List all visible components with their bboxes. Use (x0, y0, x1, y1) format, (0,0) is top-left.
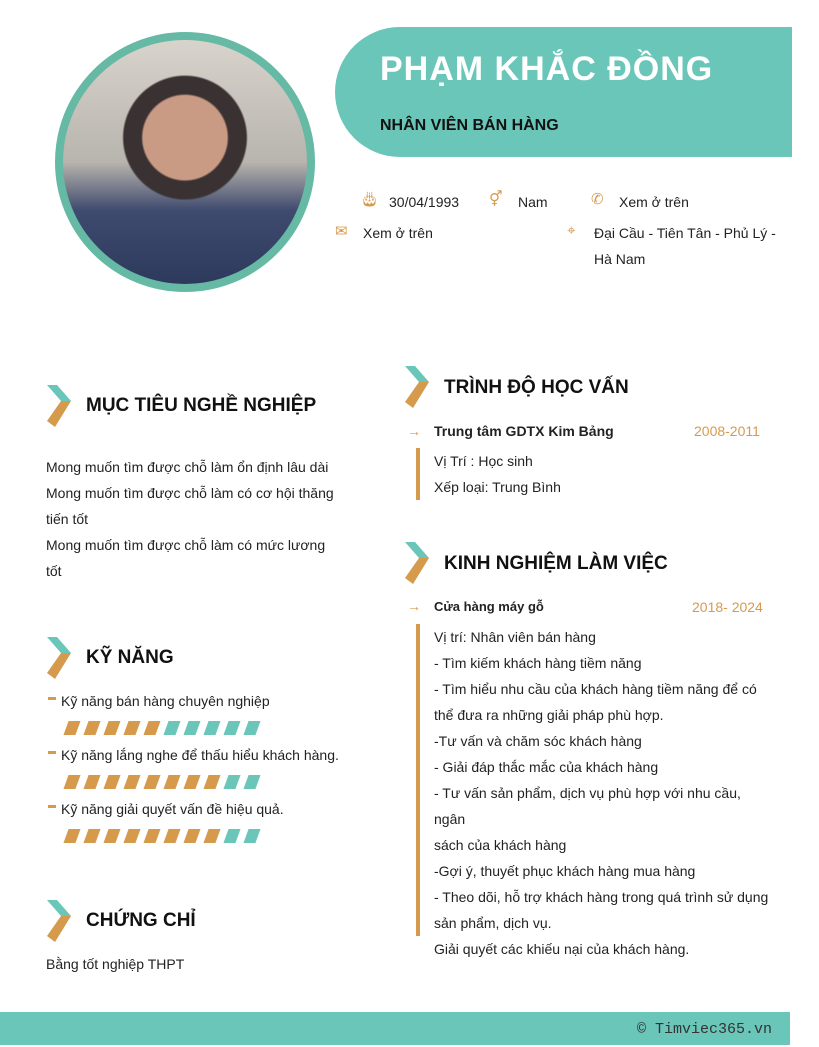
bullet-icon (48, 751, 56, 754)
education-school: Trung tâm GDTX Kim Bảng (434, 423, 614, 439)
gender: Nam (518, 194, 548, 210)
skill-segment (183, 775, 200, 789)
skill-segment (83, 775, 100, 789)
education-line: Xếp loại: Trung Bình (434, 479, 561, 495)
skill-segment (123, 829, 140, 843)
experience-line: - Tư vấn sản phẩm, dịch vụ phù hợp với nhu cầu, ngân (434, 785, 741, 827)
experience-line: - Tìm hiểu nhu cầu của khách hàng tiềm năng để có (434, 681, 757, 697)
copyright: © Timviec365.vn (636, 1021, 772, 1038)
map-marker-icon: ⌖ (567, 222, 576, 239)
experience-company: Cửa hàng máy gỗ (434, 599, 544, 614)
objective-line: tốt (46, 563, 62, 579)
skill-segment (103, 775, 120, 789)
header-banner (335, 27, 792, 157)
skill-segment (203, 775, 220, 789)
education-details (434, 448, 561, 500)
skill-label: Kỹ năng bán hàng chuyên nghiệp (48, 693, 348, 709)
section-chevron-icon (47, 900, 73, 942)
certificates-title: CHỨNG CHỈ (86, 910, 196, 931)
objective-text (46, 454, 334, 584)
skill-level-bar (66, 829, 348, 843)
skill-segment (223, 775, 240, 789)
experience-line: - Giải đáp thắc mắc của khách hàng (434, 759, 659, 775)
skill-segment (203, 829, 220, 843)
skill-item (48, 747, 348, 789)
bullet-icon (48, 805, 56, 808)
skill-label: Kỹ năng giải quyết vấn đề hiệu quả. (48, 801, 348, 817)
skill-segment (143, 829, 160, 843)
skill-segment (63, 829, 80, 843)
education-title: TRÌNH ĐỘ HỌC VẤN (444, 377, 629, 398)
birthday-cake-icon: 🎂︎ (360, 191, 380, 208)
birthday: 30/04/1993 (389, 194, 460, 210)
address-line: Hà Nam (594, 251, 646, 267)
experience-line: -Gợi ý, thuyết phục khách hàng mua hàng (434, 863, 696, 879)
objective-line: tiến tốt (46, 511, 89, 527)
skill-segment (163, 775, 180, 789)
candidate-name: PHẠM KHẮC ĐỒNG (380, 50, 714, 88)
objective-line: Mong muốn tìm được chỗ làm có cơ hội thăng (46, 485, 334, 501)
email-icon: ✉ (335, 223, 348, 240)
education-period: 2008-2011 (694, 423, 760, 439)
skill-segment (143, 721, 160, 735)
experience-line: Giải quyết các khiếu nại của khách hàng. (434, 941, 690, 957)
skill-segment (123, 775, 140, 789)
objective-line: Mong muốn tìm được chỗ làm có mức lương (46, 537, 326, 553)
bullet-icon (48, 697, 56, 700)
address (594, 220, 776, 272)
phone: Xem ở trên (619, 194, 689, 210)
skill-segment (203, 721, 220, 735)
skill-segment (223, 829, 240, 843)
experience-line: -Tư vấn và chăm sóc khách hàng (434, 733, 642, 749)
skill-label: Kỹ năng lắng nghe để thấu hiểu khách hàng. (48, 747, 348, 763)
skill-item (48, 801, 348, 843)
skill-segment (103, 829, 120, 843)
timeline-line (416, 448, 420, 500)
skill-segment (143, 775, 160, 789)
skill-segment (243, 829, 260, 843)
skill-item (48, 693, 348, 735)
experience-line: sách của khách hàng (434, 837, 567, 853)
skill-segment (223, 721, 240, 735)
candidate-position: NHÂN VIÊN BÁN HÀNG (380, 117, 559, 134)
experience-line: sản phẩm, dịch vụ. (434, 915, 552, 931)
education-line: Vị Trí : Học sinh (434, 453, 533, 469)
experience-line: Vị trí: Nhân viên bán hàng (434, 629, 596, 645)
skill-segment (83, 829, 100, 843)
experience-line: - Tìm kiếm khách hàng tiềm năng (434, 655, 642, 671)
section-chevron-icon (405, 542, 431, 584)
experience-line: thể đưa ra những giải pháp phù hợp. (434, 707, 664, 723)
arrow-icon: → (407, 598, 421, 614)
skill-segment (183, 829, 200, 843)
experience-details (434, 624, 774, 962)
skill-segment (123, 721, 140, 735)
skill-segment (163, 721, 180, 735)
section-chevron-icon (405, 366, 431, 408)
objective-line: Mong muốn tìm được chỗ làm ổn định lâu dài (46, 459, 329, 475)
skill-level-bar (66, 721, 348, 735)
skill-level-bar (66, 775, 348, 789)
footer (0, 1012, 790, 1045)
section-chevron-icon (47, 637, 73, 679)
skill-segment (163, 829, 180, 843)
address-line: Đại Cầu - Tiên Tân - Phủ Lý - (594, 225, 776, 241)
avatar-photo (55, 32, 315, 292)
arrow-icon: → (407, 423, 421, 439)
skills-list (48, 693, 348, 855)
skill-segment (243, 721, 260, 735)
objective-title: MỤC TIÊU NGHỀ NGHIỆP (86, 395, 317, 416)
experience-title: KINH NGHIỆM LÀM VIỆC (444, 553, 668, 574)
section-chevron-icon (47, 385, 73, 427)
skill-segment (63, 721, 80, 735)
skill-segment (243, 775, 260, 789)
timeline-line (416, 624, 420, 936)
experience-period: 2018- 2024 (692, 599, 763, 615)
certificate-item: Bằng tốt nghiệp THPT (46, 956, 185, 972)
skills-title: KỸ NĂNG (86, 647, 174, 668)
skill-segment (83, 721, 100, 735)
skill-segment (183, 721, 200, 735)
experience-line: - Theo dõi, hỗ trợ khách hàng trong quá trình sử dụng (434, 889, 769, 905)
phone-icon: ✆ (591, 191, 604, 208)
gender-icon: ⚥ (489, 191, 503, 208)
skill-segment (103, 721, 120, 735)
skill-segment (63, 775, 80, 789)
email: Xem ở trên (363, 225, 433, 241)
